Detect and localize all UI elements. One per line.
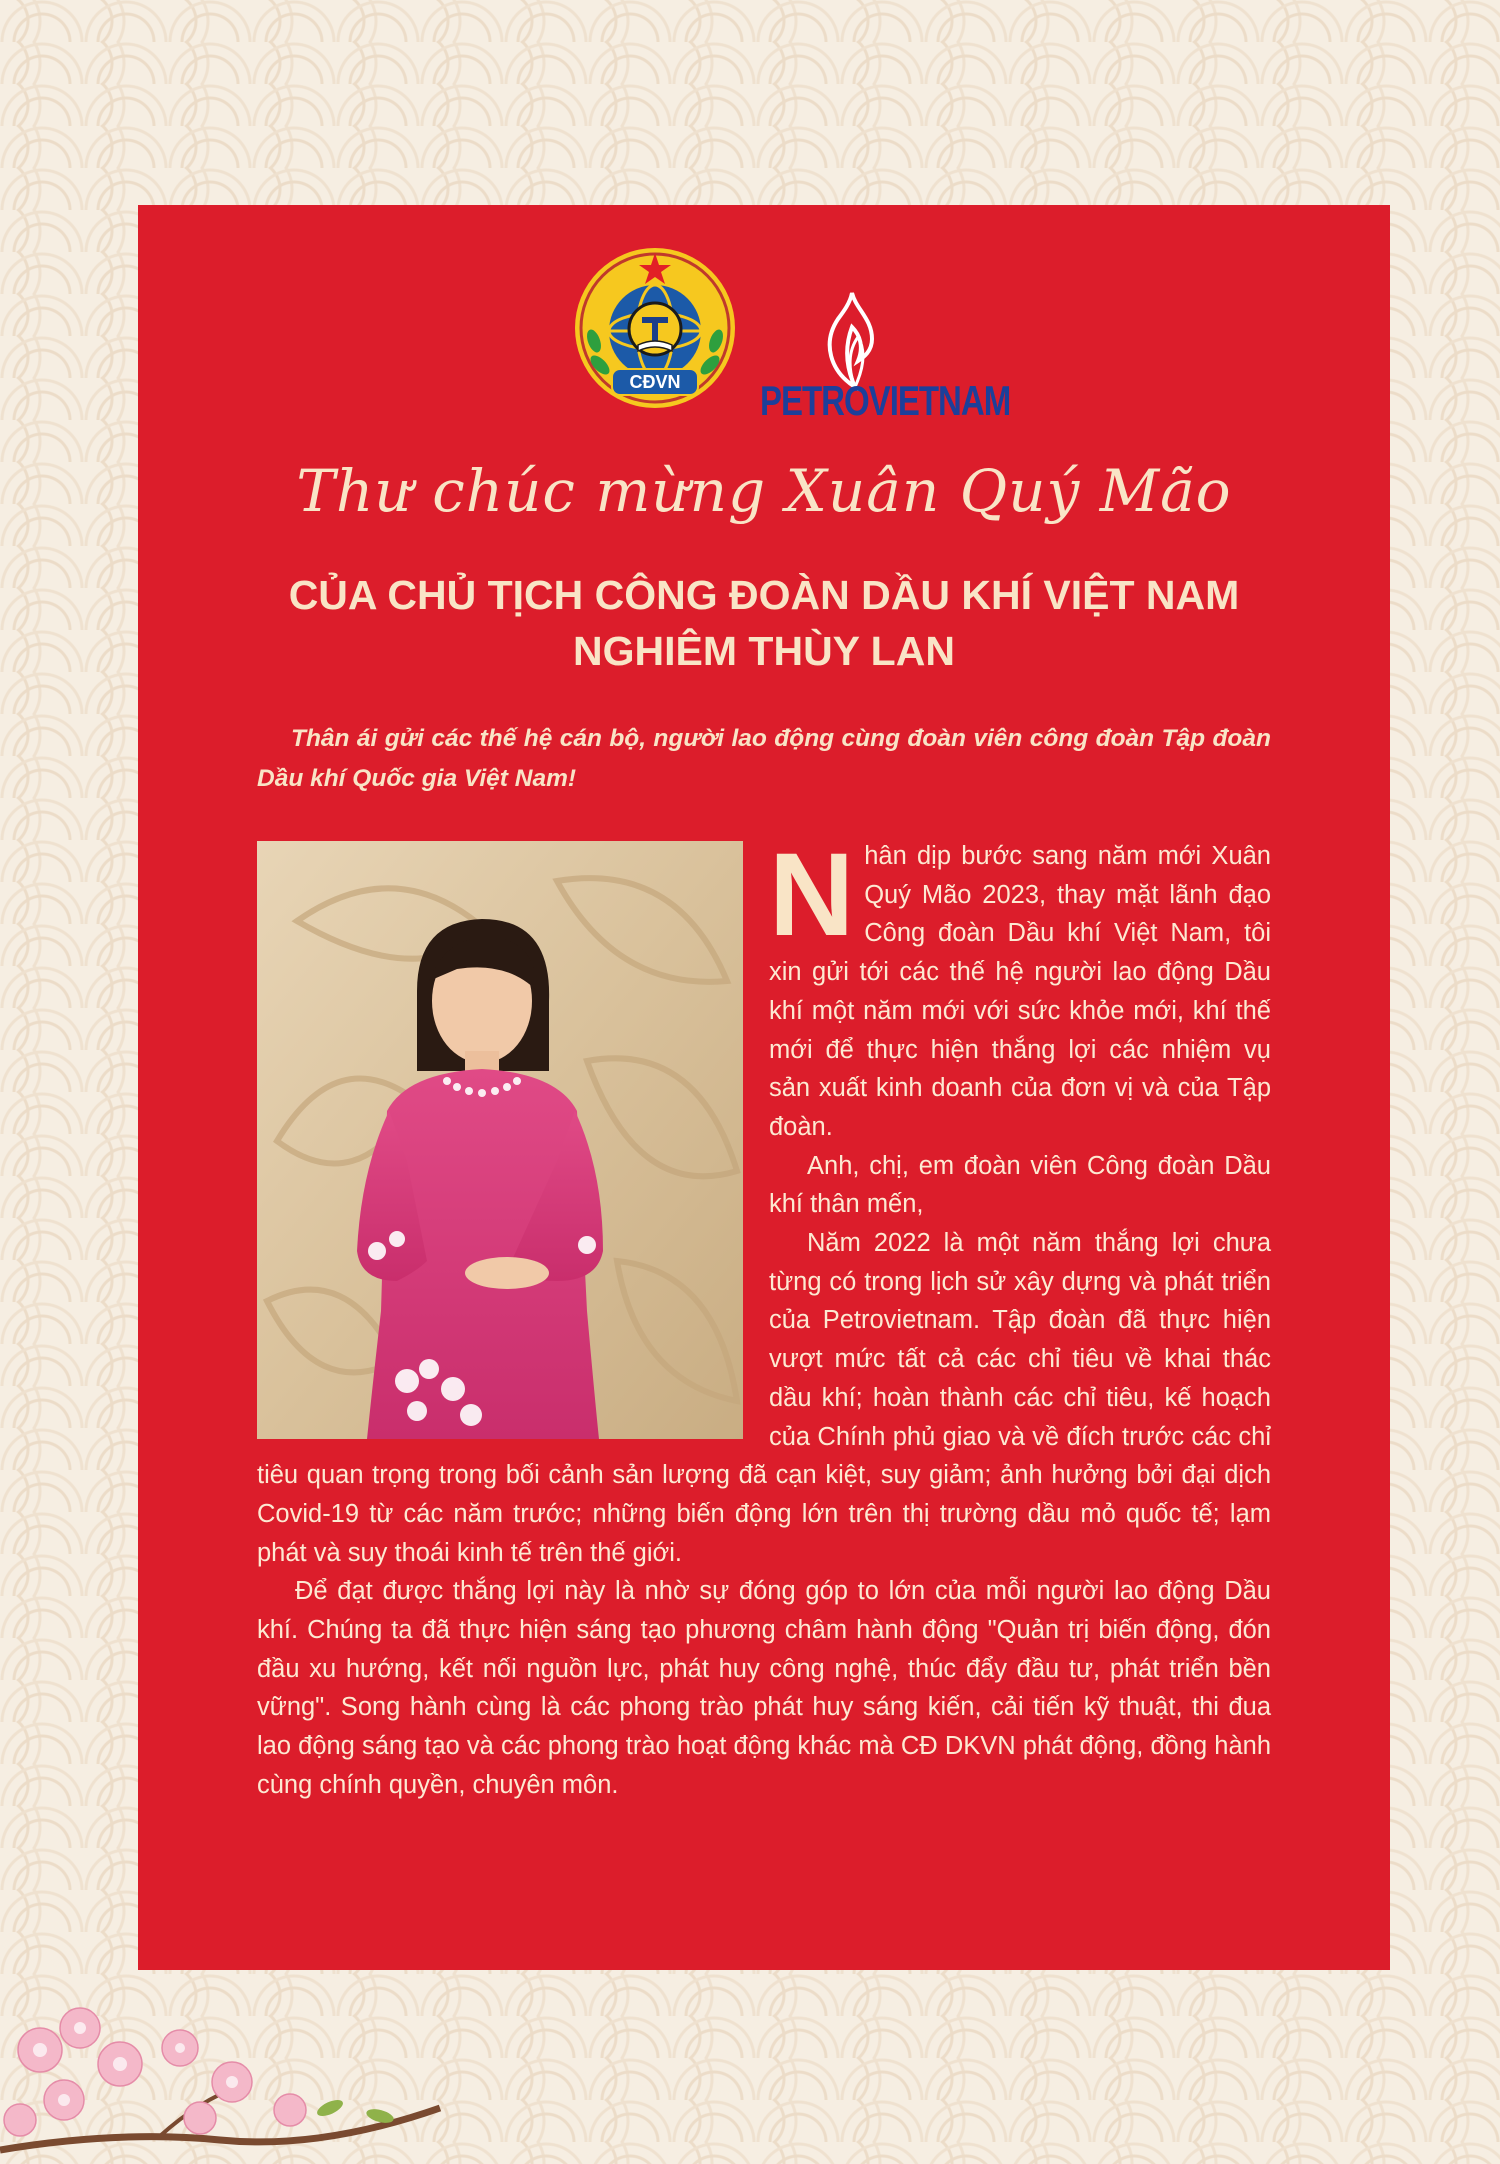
letter-title: [138, 567, 1390, 679]
drop-cap: N: [769, 829, 855, 961]
body-paragraph-4: Để đạt được thắng lợi này là nhờ sự đóng góp to lớn của mỗi người lao động Dầu khí. Chúng ta đã thực hiện sáng tạo phương châm hành động "Quản trị biến động, đón đầu xu hướng, kết nối nguồn lực, phát huy công nghệ, thúc đẩy đầu tư, phát triển bền vững". Song hành cùng là các phong trào phát huy sáng kiến, cải tiến kỹ thuật, thi đua lao động sáng tạo và các phong trào hoạt động khác mà CĐ DKVN phát động, đồng hành cùng chính quyền, chuyên môn.: [257, 1577, 1271, 1799]
logo-row: [138, 245, 1390, 425]
letter-panel: [138, 205, 1390, 1970]
title-line-2: NGHIÊM THÙY LAN: [573, 628, 955, 674]
cherry-blossom-branch-icon: [0, 1990, 460, 2159]
petrovietnam-wordmark: PETROVIETNAM: [760, 377, 1011, 424]
greeting: Thân ái gửi các thế hệ cán bộ, người lao động cùng đoàn viên công đoàn Tập đoàn Dầu khí Quốc gia Việt Nam!: [257, 725, 1271, 792]
petrovietnam-flame-logo-icon: [760, 291, 1011, 425]
title-line-1: CỦA CHỦ TỊCH CÔNG ĐOÀN DẦU KHÍ VIỆT NAM: [288, 572, 1240, 618]
cdvn-logo-label: CĐVN: [629, 372, 681, 392]
body-paragraph-1-text: hân dịp bước sang năm mới Xuân Quý Mão 2023, thay mặt lãnh đạo Công đoàn Dầu khí Việt Nam, tôi xin gửi tới các thế hệ người lao động Dầu khí một năm mới với sức khỏe mới, khí thế mới để thực hiện thắng lợi các nhiệm vụ sản xuất kinh doanh của đơn vị và của Tập đoàn.: [769, 842, 1271, 1141]
body-paragraph-3: Năm 2022 là một năm thắng lợi chưa từng có trong lịch sử xây dựng và phát triển của Petrovietnam. Tập đoàn đã thực hiện vượt mức tất cả các chỉ tiêu về khai thác dầu khí; hoàn thành các chỉ tiêu, kế hoạch của Chính phủ giao và về đích trước các chỉ tiêu quan trọng trong bối cảnh sản lượng đã cạn kiệt, suy giảm; ảnh hưởng bởi đại dịch Covid-19 từ các năm trước; những biến động lớn trên thị trường dầu mỏ quốc tế; lạm phát và suy thoái kinh tế trên thế giới.: [257, 1229, 1271, 1567]
body-paragraph-2: Anh, chị, em đoàn viên Công đoàn Dầu khí thân mến,: [769, 1151, 1271, 1219]
cong-doan-viet-nam-emblem-icon: [572, 245, 738, 411]
script-title: Thư chúc mừng Xuân Quý Mão: [296, 457, 1232, 525]
letter-body: [257, 829, 1271, 1805]
photo-text-wrap-spacer: [257, 837, 769, 1445]
